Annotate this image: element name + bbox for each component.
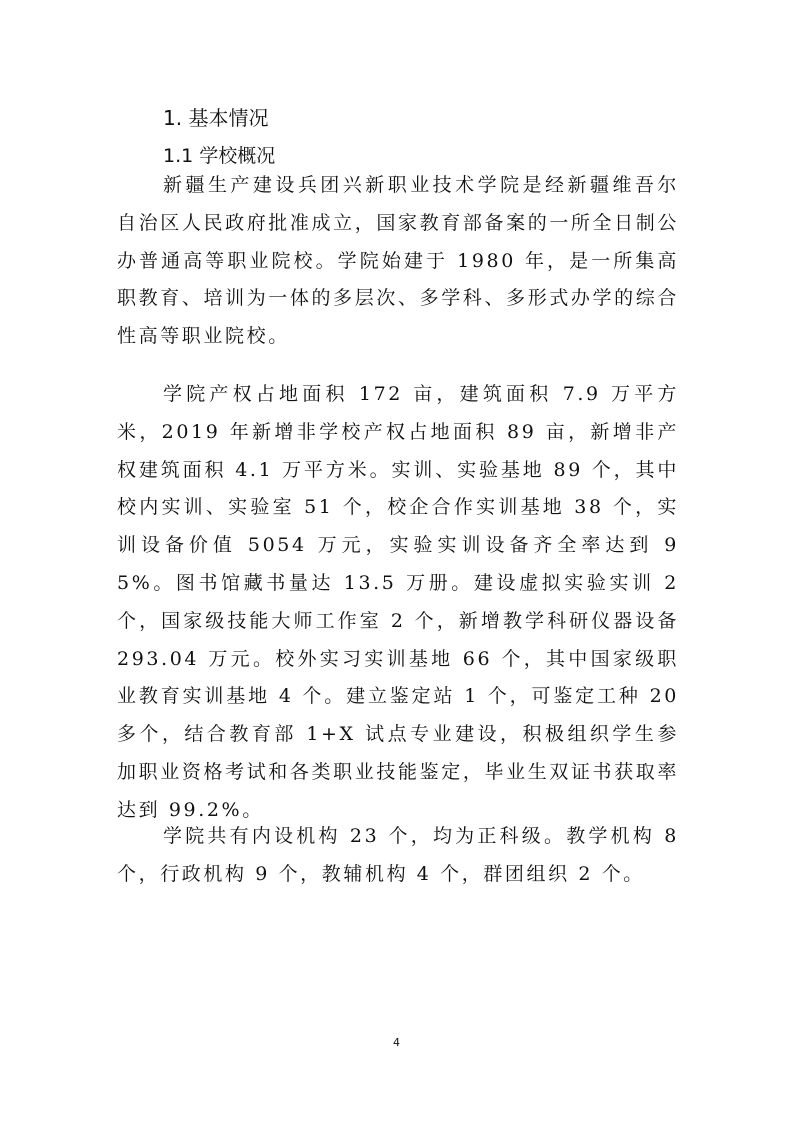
section-heading: 1. 基本情况 — [163, 106, 269, 130]
paragraph-organization: 学院共有内设机构 23 个，均为正科级。教学机构 8 个，行政机构 9 个，教辅机构 4 个，群团组织 2 个。 — [117, 825, 679, 885]
paragraph-school-intro: 新疆生产建设兵团兴新职业技术学院是经新疆维吾尔自治区人民政府批准成立，国家教育部备案的一所全日制公办普通高等职业院校。学院始建于 1980 年，是一所集高职教育、培训为一体的多层次、多学科、多形式办学的综合性高等职业院校。 — [117, 174, 679, 348]
subsection-heading: 1.1 学校概况 — [163, 145, 276, 167]
paragraph-facilities: 学院产权占地面积 172 亩，建筑面积 7.9 万平方米，2019 年新增非学校产权占地面积 89 亩，新增非产权建筑面积 4.1 万平方米。实训、实验基地 89 个，其中校内实训、实验室 51 个，校企合作实训基地 38 个，实训设备价值 5054 万元，实验实训设备齐全率达到 95%。图书馆藏书量达 13.5 万册。建设虚拟实验实训 2 个，国家级技能大师工作室 2 个，新增教学科研仪器设备 293.04 万元。校外实习实训基地 66 个，其中国家级职业教育实训基地 4 个。建立鉴定站 1 个，可鉴定工种 20 多个，结合教育部 1+X 试点专业建设，积极组织学生参加职业资格考试和各类职业技能鉴定，毕业生双证书获取率达到 99.2%。 — [117, 383, 679, 821]
page-number: 4 — [393, 1036, 400, 1049]
